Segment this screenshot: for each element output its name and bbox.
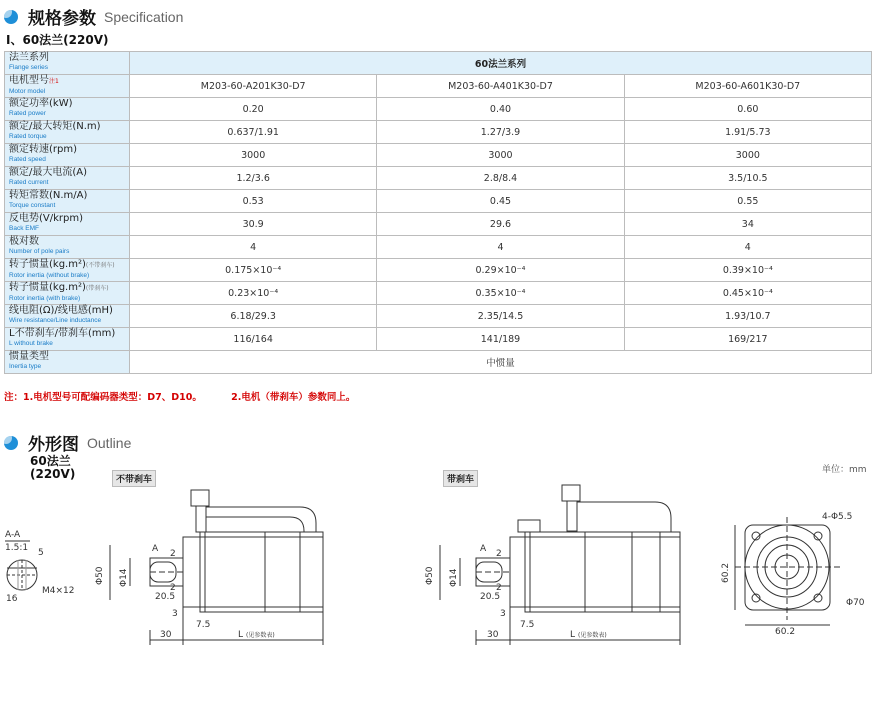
dim-l-2: L [570, 630, 576, 640]
table-row [5, 328, 872, 351]
model-value: M203-60-A601K30-D7 [624, 75, 871, 98]
dim-205-1: 20.5 [155, 592, 176, 602]
table-row-flange [5, 52, 872, 75]
param-value: 0.45 [377, 190, 624, 213]
dim-602-h: 60.2 [775, 627, 796, 637]
param-value: 169/217 [624, 328, 871, 351]
dim-30-1: 30 [160, 630, 172, 640]
dim-75-2: 7.5 [520, 620, 535, 630]
table-row-inertia [5, 351, 872, 374]
dim-l-note-1: (见参数表) [246, 632, 275, 639]
table-row [5, 259, 872, 282]
table-row [5, 282, 872, 305]
param-value: 0.55 [624, 190, 871, 213]
outline-title-en: Outline [87, 434, 132, 451]
dim-602-v: 60.2 [721, 562, 731, 583]
param-label: 转子惯量(kg.m²)(带刹车) Rotor inertia (with brake) [5, 282, 130, 305]
dim-sixteen: 16 [6, 594, 18, 604]
param-value: 0.40 [377, 98, 624, 121]
spec-section-header [4, 4, 183, 29]
param-label: 额定/最大电流(A) Rated current [5, 167, 130, 190]
param-value: 0.29×10⁻⁴ [377, 259, 624, 282]
dim-three-1: 3 [172, 609, 178, 619]
outline-title-cn: 外形图 [28, 435, 79, 455]
param-value: 1.93/10.7 [624, 305, 871, 328]
table-row [5, 305, 872, 328]
dim-d14-1: Φ14 [119, 568, 129, 587]
dim-m4: M4×12 [42, 586, 75, 596]
spec-title-en: Specification [104, 8, 184, 25]
dim-two-1: 2 [170, 549, 176, 559]
dim-five: 5 [38, 548, 44, 558]
param-value: 0.637/1.91 [130, 121, 377, 144]
param-value: 0.60 [624, 98, 871, 121]
param-value: 0.45×10⁻⁴ [624, 282, 871, 305]
dim-two-2b: 2 [496, 583, 502, 593]
param-value: 2.8/8.4 [377, 167, 624, 190]
dim-d70: Φ70 [846, 598, 865, 608]
note-2: 2.电机（带刹车）参数同上。 [231, 392, 356, 403]
param-value: 0.23×10⁻⁴ [130, 282, 377, 305]
param-label: 法兰系列 Flange series [5, 52, 130, 75]
param-value: 0.53 [130, 190, 377, 213]
dim-two-1b: 2 [170, 583, 176, 593]
inertia-type-value: 中惯量 [130, 351, 872, 374]
dim-a-1: A [152, 544, 159, 554]
table-row [5, 167, 872, 190]
dim-three-2: 3 [500, 609, 506, 619]
motor-body-1 [183, 537, 323, 607]
param-value: 116/164 [130, 328, 377, 351]
param-value: 141/189 [377, 328, 624, 351]
dim-d14-2: Φ14 [449, 568, 459, 587]
param-value: 0.35×10⁻⁴ [377, 282, 624, 305]
param-value: 6.18/29.3 [130, 305, 377, 328]
outline-voltage: (220V) [30, 467, 76, 481]
param-value: 2.35/14.5 [377, 305, 624, 328]
table-row [5, 236, 872, 259]
param-label: 额定/最大转矩(N.m) Rated torque [5, 121, 130, 144]
param-label: 极对数 Number of pole pairs [5, 236, 130, 259]
param-label: 额定转速(rpm) Rated speed [5, 144, 130, 167]
param-value: 1.2/3.6 [130, 167, 377, 190]
table-row [5, 190, 872, 213]
dim-a-2: A [480, 544, 487, 554]
flange-series-value: 60法兰系列 [130, 52, 872, 75]
table-row [5, 98, 872, 121]
param-value: 3.5/10.5 [624, 167, 871, 190]
model-value: M203-60-A201K30-D7 [130, 75, 377, 98]
param-label: 线电阻(Ω)/线电感(mH) Wire resistance/Line inductance [5, 305, 130, 328]
param-label: 惯量类型 Inertia type [5, 351, 130, 374]
param-value: 3000 [130, 144, 377, 167]
param-value: 4 [624, 236, 871, 259]
dim-d50-2: Φ50 [425, 566, 435, 585]
dim-two-2: 2 [496, 549, 502, 559]
param-value: 0.39×10⁻⁴ [624, 259, 871, 282]
param-value: 29.6 [377, 213, 624, 236]
param-value: 3000 [624, 144, 871, 167]
param-label: L不带刹车/带刹车(mm) L without brake [5, 328, 130, 351]
tag-without-brake: 不带刹车 [112, 470, 156, 487]
param-value: 1.27/3.9 [377, 121, 624, 144]
dim-l-1: L [238, 630, 244, 640]
dim-d50-1: Φ50 [95, 566, 105, 585]
outline-drawing [0, 455, 878, 717]
table-row-model [5, 75, 872, 98]
dim-hole: 4-Φ5.5 [822, 512, 853, 522]
dim-75-1: 7.5 [196, 620, 211, 630]
param-label: 电机型号注1 Motor model [5, 75, 130, 98]
table-row [5, 144, 872, 167]
param-value: 34 [624, 213, 871, 236]
dim-30-2: 30 [487, 630, 499, 640]
motor-body-2 [510, 537, 680, 607]
outline-flange: 60法兰 [30, 454, 71, 468]
spec-subtitle: I、60法兰(220V) [6, 33, 109, 47]
param-value: 0.20 [130, 98, 377, 121]
table-row [5, 213, 872, 236]
param-label: 额定功率(kW) Rated power [5, 98, 130, 121]
tag-with-brake: 带刹车 [443, 470, 478, 487]
dim-l-note-2: (见参数表) [578, 632, 607, 639]
param-value: 4 [377, 236, 624, 259]
model-value: M203-60-A401K30-D7 [377, 75, 624, 98]
note-1: 注：1.电机型号可配编码器类型：D7、D10。 [4, 392, 202, 403]
section-bullet-icon [4, 436, 18, 450]
param-value: 1.91/5.73 [624, 121, 871, 144]
param-value: 4 [130, 236, 377, 259]
dim-aa: A-A [5, 530, 21, 540]
param-label: 反电势(V/krpm) Back EMF [5, 213, 130, 236]
spec-title-cn: 规格参数 [28, 9, 96, 29]
param-label: 转矩常数(N.m/A) Torque constant [5, 190, 130, 213]
dim-205-2: 20.5 [480, 592, 501, 602]
table-row [5, 121, 872, 144]
unit-label: 单位：mm [822, 465, 867, 475]
param-value: 3000 [377, 144, 624, 167]
param-value: 30.9 [130, 213, 377, 236]
param-label: 转子惯量(kg.m²)(不带刹车) Rotor inertia (without brake) [5, 259, 130, 282]
section-bullet-icon [4, 10, 18, 24]
param-value: 0.175×10⁻⁴ [130, 259, 377, 282]
table-note [4, 389, 381, 403]
dim-scale: 1.5:1 [5, 543, 29, 553]
spec-table [4, 51, 872, 374]
